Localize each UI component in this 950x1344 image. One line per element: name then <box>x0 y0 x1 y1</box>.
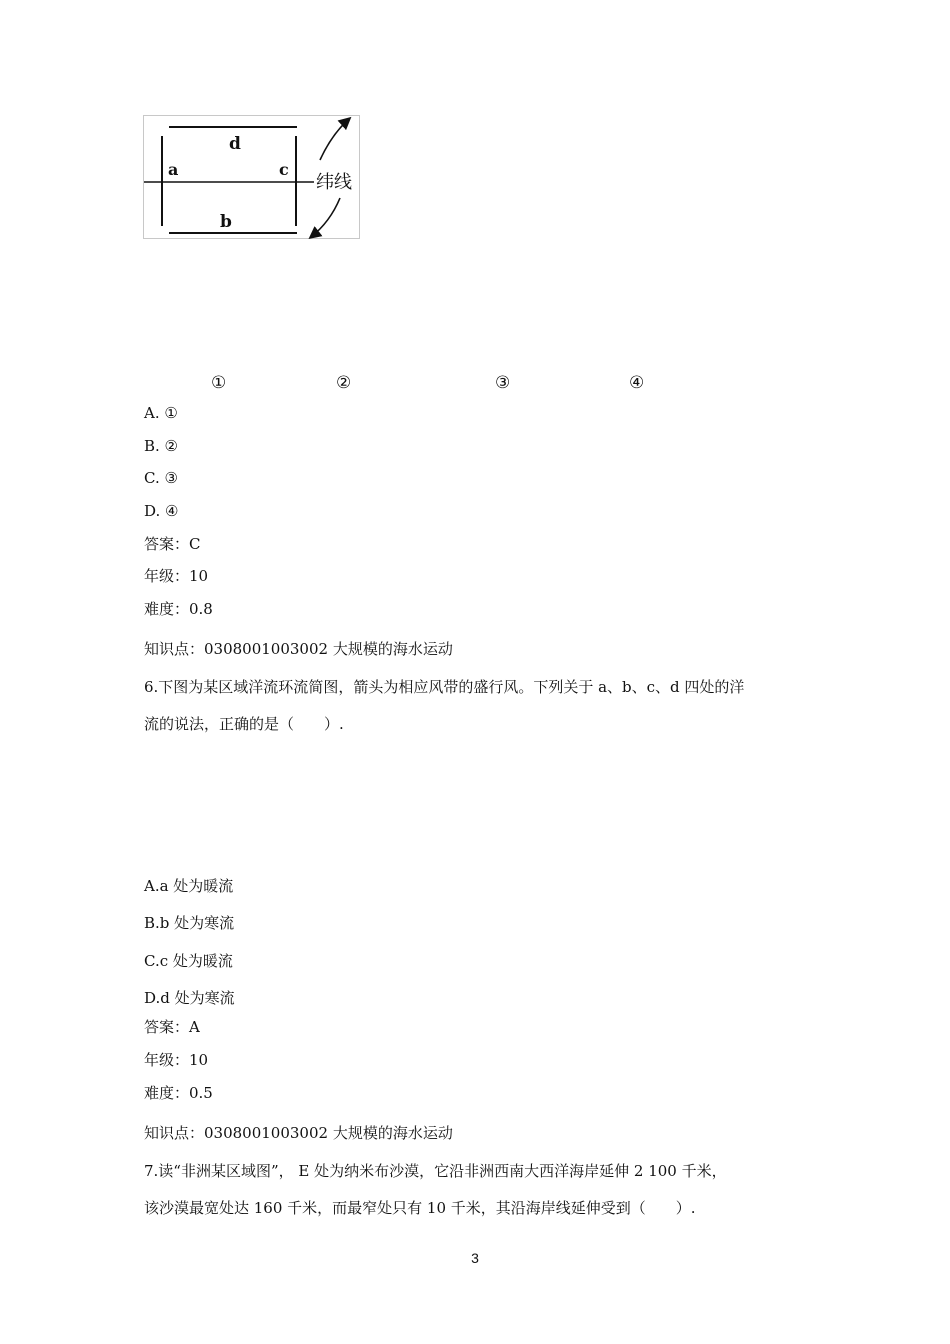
q6-difficulty: 难度：0.5 <box>144 1084 213 1102</box>
q6-option-b: B.b 处为寒流 <box>144 914 235 932</box>
q6-stem-line2: 流的说法，正确的是（ ）. <box>144 715 344 733</box>
q6-knowledge-point: 知识点：0308001003002 大规模的海水运动 <box>144 1124 453 1142</box>
q7-stem-line2: 该沙漠最宽处达 160 千米，而最窄处只有 10 千米，其沿海岸线延伸受到（ ）. <box>144 1199 696 1217</box>
q5-answer: 答案：C <box>144 535 201 553</box>
q7-stem-line1: 7.读“非洲某区域图”， E 处为纳米布沙漠，它沿非洲西南大西洋海岸延伸 2 100 千米， <box>144 1162 727 1180</box>
q6-option-d: D.d 处为寒流 <box>144 989 235 1007</box>
label-d: d <box>229 134 241 154</box>
q5-knowledge-point: 知识点：0308001003002 大规模的海水运动 <box>144 640 453 658</box>
wind-arrow-up <box>320 119 349 160</box>
q6-option-a: A.a 处为暖流 <box>144 877 234 895</box>
label-a: a <box>168 160 179 179</box>
ocean-current-diagram <box>143 115 360 239</box>
label-c: c <box>279 160 289 179</box>
q5-option-a: A. ① <box>144 404 178 422</box>
label-b: b <box>220 212 232 232</box>
q5-option-b: B. ② <box>144 437 179 455</box>
choice-marker-4: ④ <box>629 373 645 393</box>
choice-marker-3: ③ <box>495 373 511 393</box>
diagram-drawing <box>144 116 361 240</box>
wind-arrow-down <box>311 198 340 237</box>
q6-stem-line1: 6.下图为某区域洋流环流简图，箭头为相应风带的盛行风。下列关于 a、b、c、d 四处的洋 <box>144 678 745 696</box>
q5-difficulty: 难度：0.8 <box>144 600 213 618</box>
q6-option-c: C.c 处为暖流 <box>144 952 233 970</box>
page-number: 3 <box>471 1250 479 1266</box>
choice-marker-1: ① <box>211 373 227 393</box>
q5-option-d: D. ④ <box>144 502 179 520</box>
q6-answer: 答案：A <box>144 1018 200 1036</box>
q5-option-c: C. ③ <box>144 469 178 487</box>
q5-grade: 年级：10 <box>144 567 209 585</box>
q6-grade: 年级：10 <box>144 1051 209 1069</box>
latitude-label: 纬线 <box>316 172 352 193</box>
choice-marker-2: ② <box>336 373 352 393</box>
